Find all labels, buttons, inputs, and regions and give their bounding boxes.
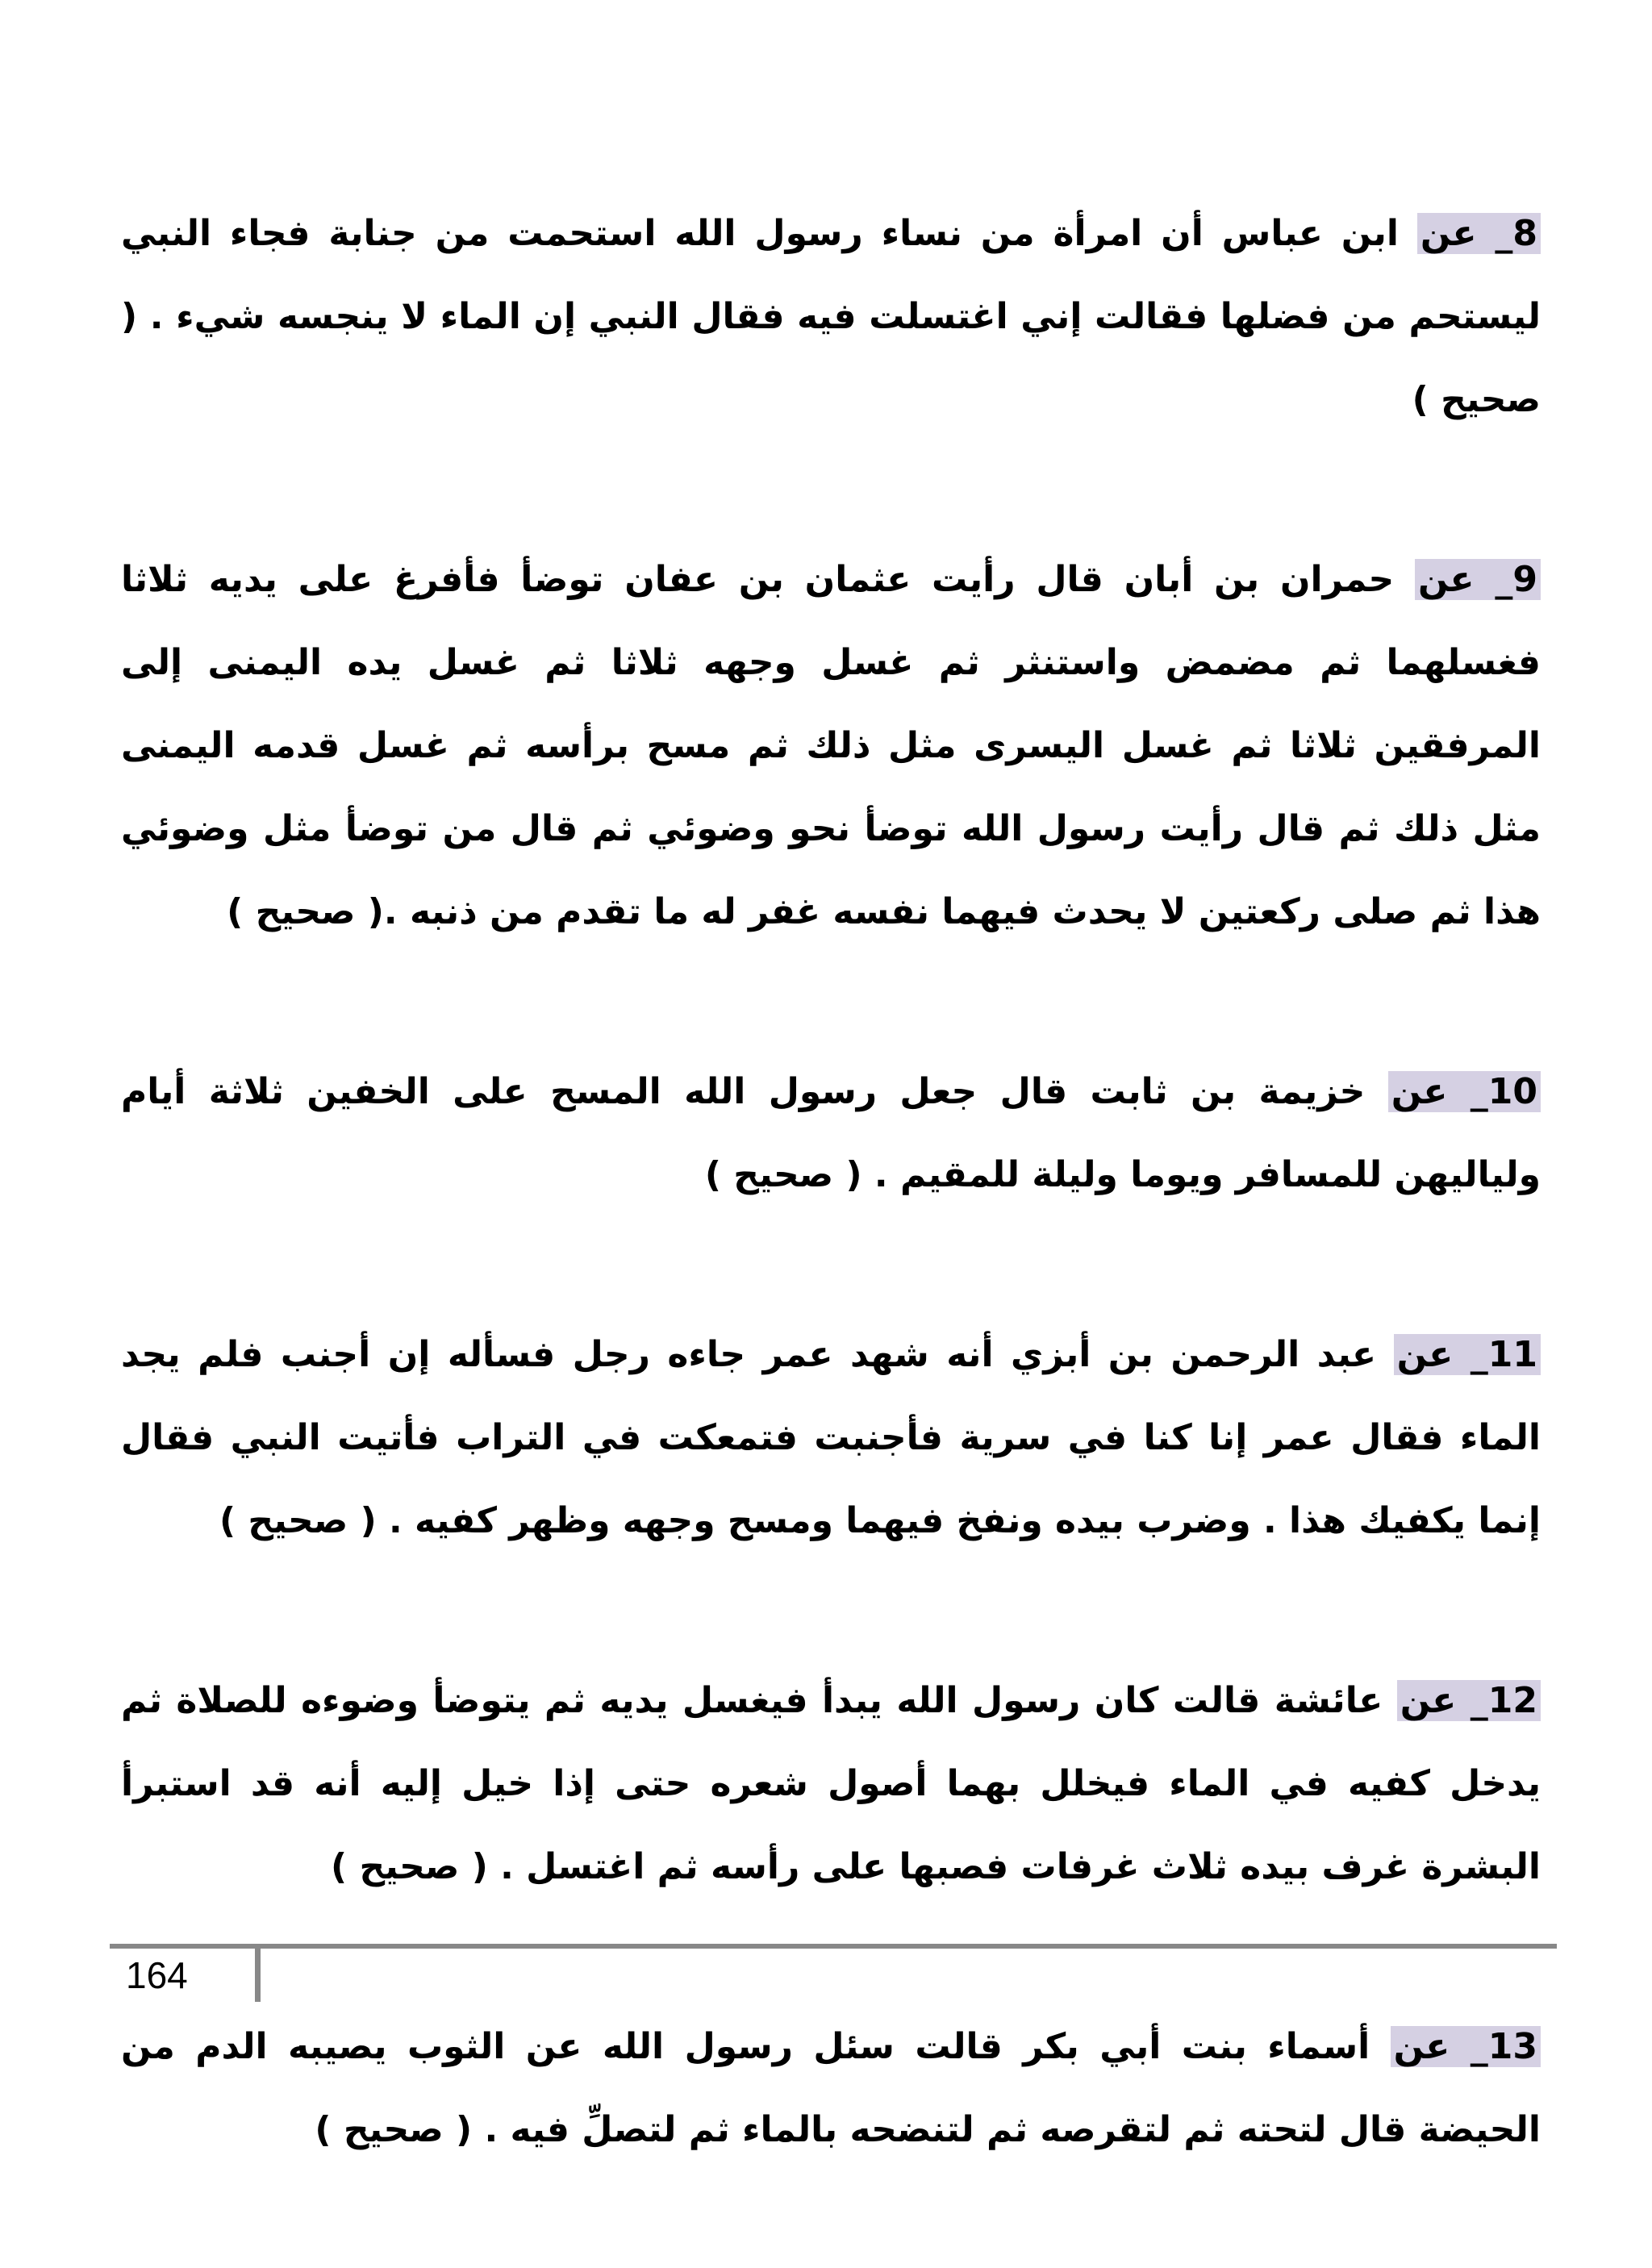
hadith-9 (121, 538, 1541, 953)
page-number: 164 (126, 1954, 188, 1996)
hadith-number: 10_ عن (1388, 1071, 1541, 1112)
hadith-number: 8_ عن (1417, 213, 1541, 254)
hadith-text: عبد الرحمن بن أبزي أنه شهد عمر جاءه رجل فسأله إن أجنب فلم يجد الماء فقال عمر إنا كنا في سرية فأجنبت فتمعكت في التراب فأتيت النبي فقال إنما يكفيك هذا . وضرب بيده ونفخ فيهما ومسح وجهه وظهر كفيه . ( صحيح ) (121, 1334, 1541, 1541)
footer-divider-tick (255, 1949, 261, 2002)
hadith-text: ابن عباس أن امرأة من نساء رسول الله استحمت من جنابة فجاء النبي ليستحم من فضلها فقالت إني اغتسلت فيه فقال النبي إن الماء لا ينجسه شيء . ( صحيح ) (121, 213, 1541, 420)
hadith-text: خزيمة بن ثابت قال جعل رسول الله المسح على الخفين ثلاثة أيام ولياليهن للمسافر ويوما وليلة للمقيم . ( صحيح ) (121, 1071, 1541, 1195)
hadith-number: 13_ عن (1391, 2026, 1541, 2067)
hadith-12 (121, 1659, 1541, 1908)
hadith-text: حمران بن أبان قال رأيت عثمان بن عفان توضأ فأفرغ على يديه ثلاثا فغسلهما ثم مضمض واستنثر ثم غسل وجهه ثلاثا ثم غسل يده اليمنى إلى المرفقين ثلاثا ثم غسل اليسرى مثل ذلك ثم مسح برأسه ثم غسل قدمه اليمنى مثل ذلك ثم قال رأيت رسول الله توضأ نحو وضوئي ثم قال من توضأ مثل وضوئي هذا ثم صلى ركعتين لا يحدث فيهما نفسه غفر له ما تقدم من ذنبه .( صحيح ) (121, 559, 1541, 932)
hadith-text: عائشة قالت كان رسول الله يبدأ فيغسل يديه ثم يتوضأ وضوءه للصلاة ثم يدخل كفيه في الماء فيخلل بهما أصول شعره حتى إذا خيل إليه أنه قد استبرأ البشرة غرف بيده ثلاث غرفات فصبها على رأسه ثم اغتسل . ( صحيح ) (121, 1680, 1541, 1887)
hadith-10 (121, 1050, 1541, 1216)
hadith-13 (121, 2005, 1541, 2171)
hadith-number: 9_ عن (1415, 559, 1541, 600)
hadith-text: أسماء بنت أبي بكر قالت سئل رسول الله عن الثوب يصيبه الدم من الحيضة قال لتحته ثم لتقرصه ثم لتنضحه بالماء ثم لتصلِّ فيه . ( صحيح ) (121, 2026, 1541, 2150)
hadith-8 (121, 192, 1541, 441)
hadith-list (121, 192, 1541, 2268)
hadith-11 (121, 1313, 1541, 1562)
footer-rule (110, 1944, 1557, 1949)
hadith-number: 12_ عن (1397, 1680, 1541, 1721)
hadith-number: 11_ عن (1394, 1334, 1541, 1375)
